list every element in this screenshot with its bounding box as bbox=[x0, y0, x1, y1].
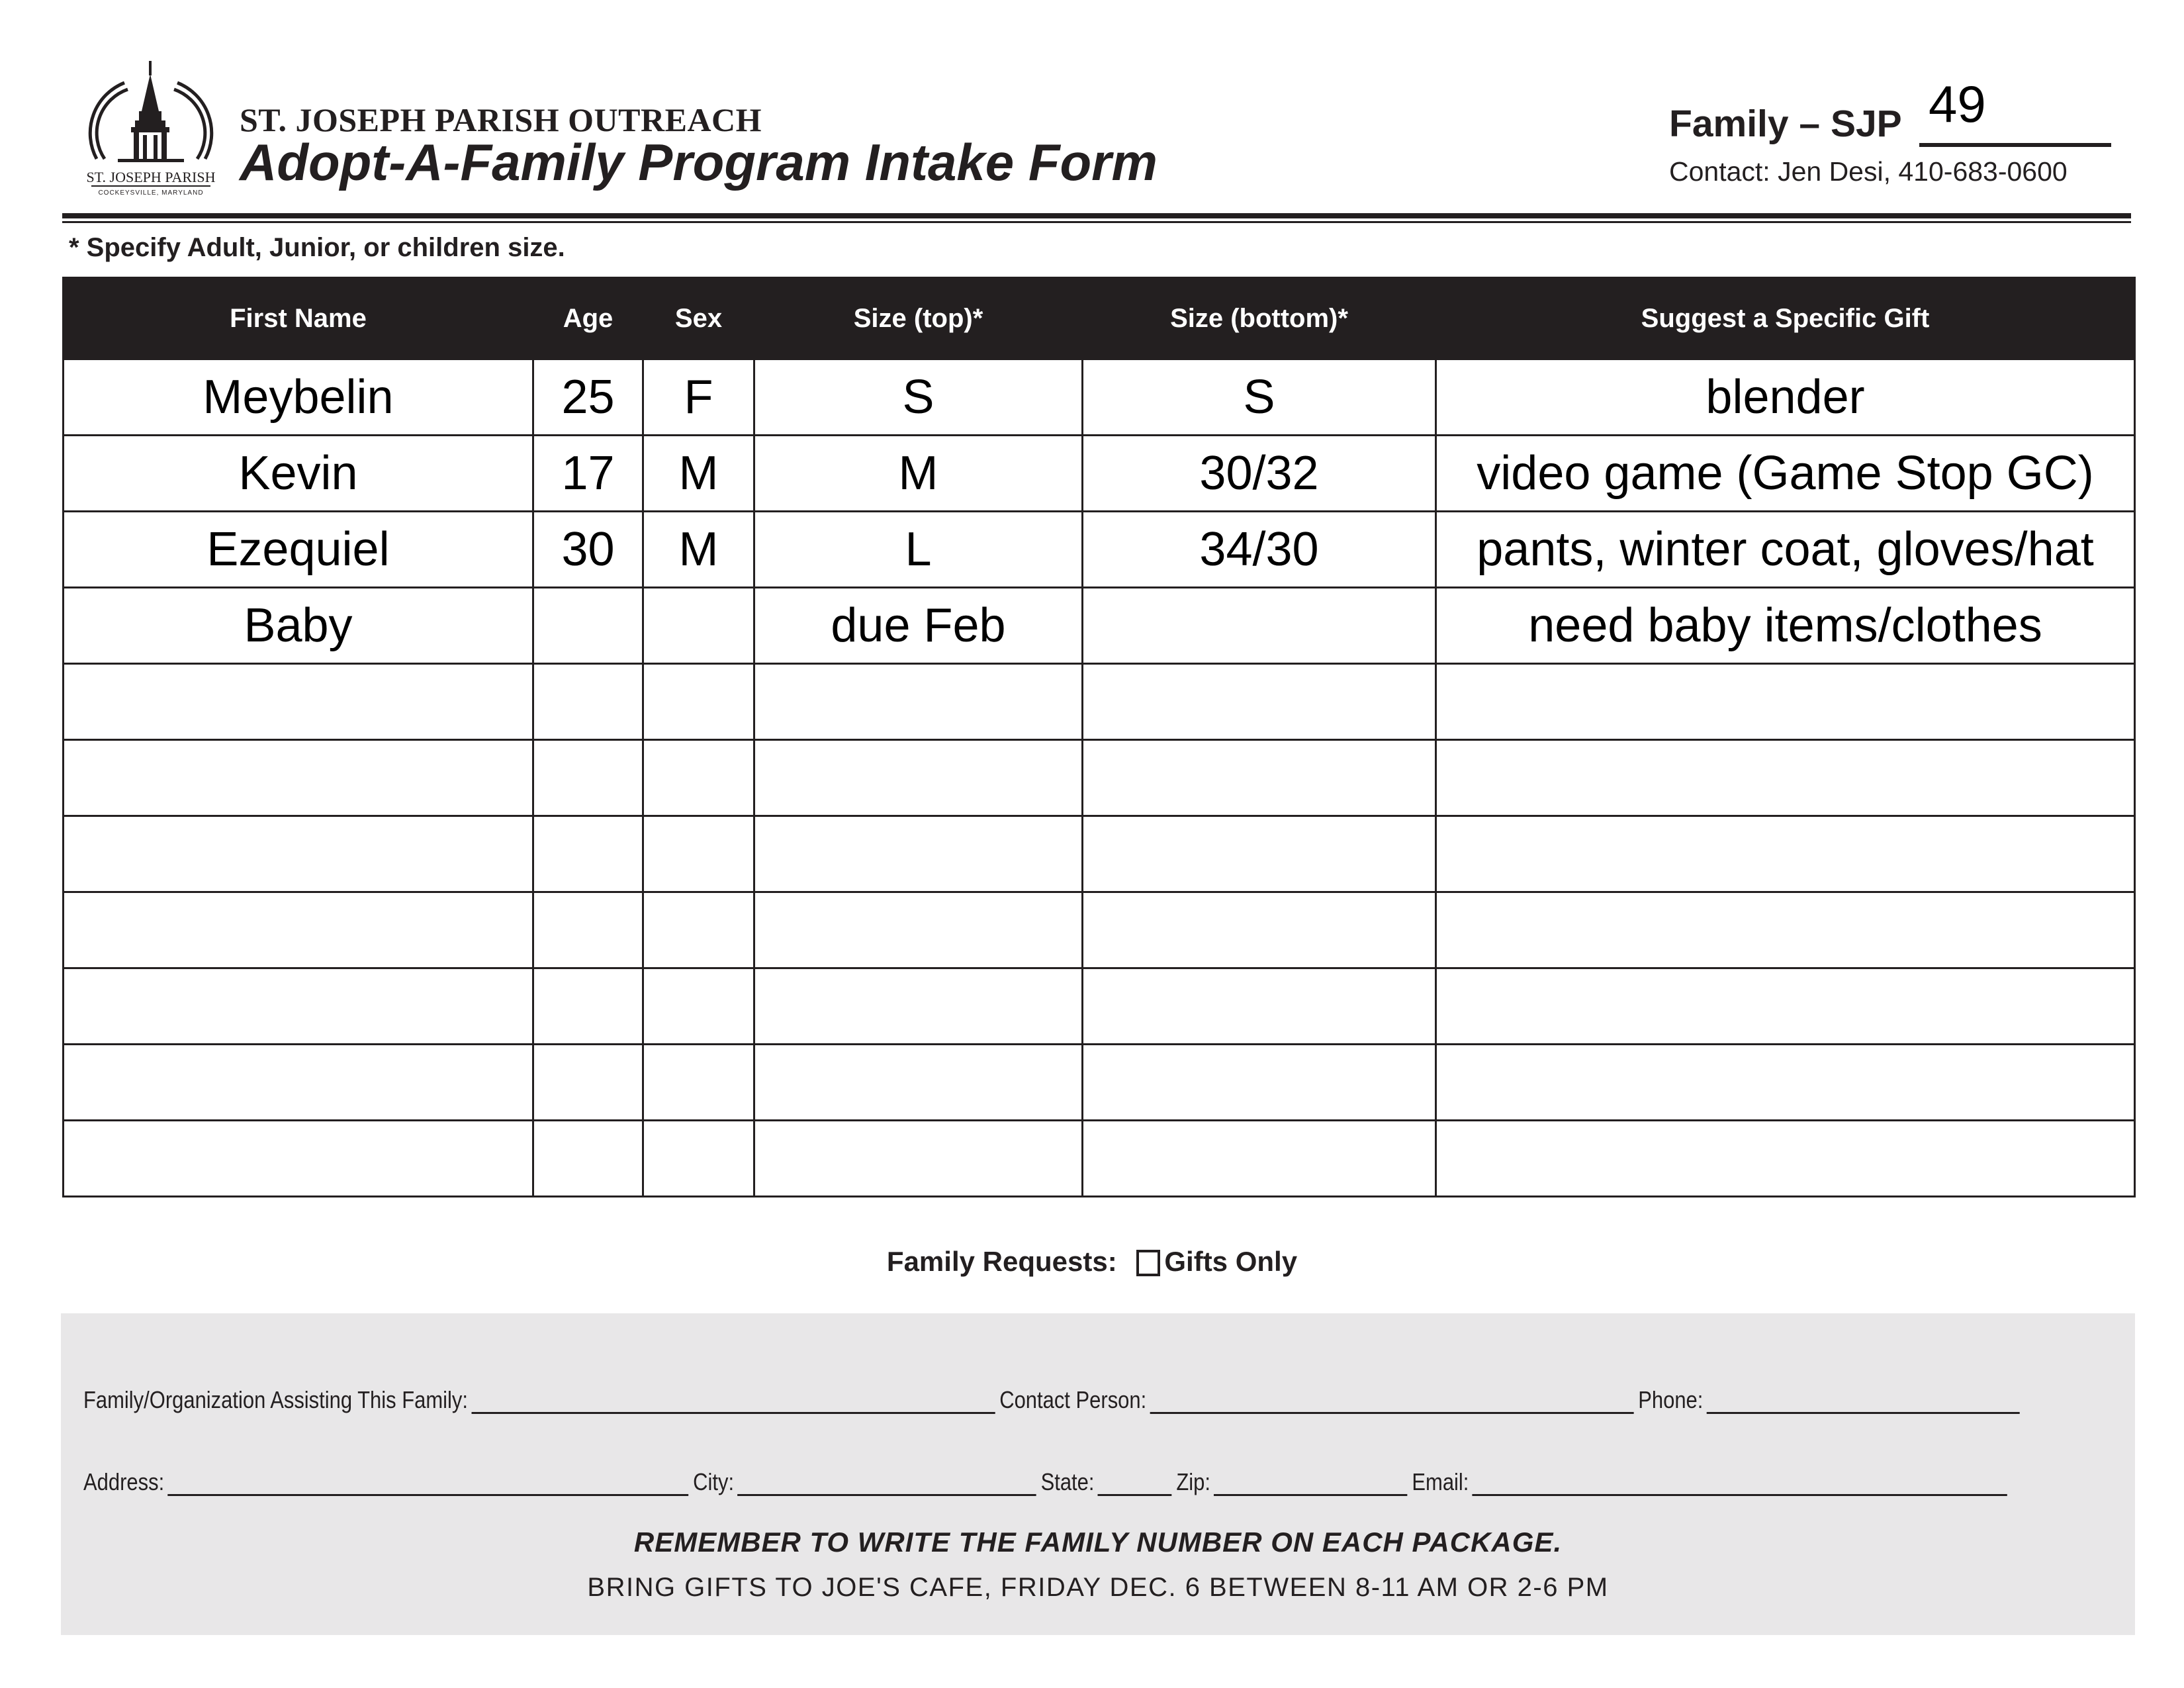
age-cell[interactable] bbox=[533, 1121, 643, 1197]
size-bottom-cell[interactable] bbox=[1083, 968, 1436, 1045]
sex-cell[interactable] bbox=[643, 1121, 754, 1197]
gifts-only-checkbox[interactable] bbox=[1136, 1250, 1160, 1276]
first-name-cell[interactable] bbox=[64, 1045, 533, 1121]
contact-info: Contact: Jen Desi, 410-683-0600 bbox=[1669, 156, 2068, 187]
first-name-cell[interactable]: Baby bbox=[64, 588, 533, 664]
size-bottom-cell[interactable]: S bbox=[1083, 359, 1436, 436]
gift-cell[interactable] bbox=[1436, 892, 2135, 968]
table-header-row bbox=[64, 278, 2135, 359]
form-title: Adopt-A-Family Program Intake Form bbox=[240, 133, 1158, 191]
size-top-cell[interactable]: L bbox=[754, 512, 1083, 588]
phone-label: Phone: bbox=[1638, 1386, 1704, 1413]
age-cell[interactable] bbox=[533, 664, 643, 740]
family-requests bbox=[0, 1246, 2184, 1278]
sex-cell[interactable] bbox=[643, 816, 754, 892]
table-row bbox=[64, 968, 2135, 1045]
size-top-cell[interactable]: due Feb bbox=[754, 588, 1083, 664]
sex-cell[interactable] bbox=[643, 892, 754, 968]
table-row bbox=[64, 436, 2135, 512]
header-size-top: Size (top)* bbox=[754, 278, 1083, 359]
first-name-cell[interactable]: Ezequiel bbox=[64, 512, 533, 588]
family-number-line bbox=[1919, 143, 2111, 147]
age-cell[interactable] bbox=[533, 1045, 643, 1121]
city-label: City: bbox=[693, 1468, 735, 1495]
table-row bbox=[64, 892, 2135, 968]
sex-cell[interactable]: F bbox=[643, 359, 754, 436]
gift-cell[interactable] bbox=[1436, 968, 2135, 1045]
gift-cell[interactable] bbox=[1436, 1045, 2135, 1121]
assisting-field[interactable] bbox=[471, 1388, 995, 1414]
state-label: State: bbox=[1040, 1468, 1095, 1495]
size-bottom-cell[interactable]: 30/32 bbox=[1083, 436, 1436, 512]
sex-cell[interactable] bbox=[643, 664, 754, 740]
size-bottom-cell[interactable]: 34/30 bbox=[1083, 512, 1436, 588]
header-first-name: First Name bbox=[64, 278, 533, 359]
table-row bbox=[64, 664, 2135, 740]
family-number-field bbox=[1669, 75, 2113, 152]
age-cell[interactable] bbox=[533, 588, 643, 664]
first-name-cell[interactable] bbox=[64, 816, 533, 892]
table-row bbox=[64, 1045, 2135, 1121]
gift-cell[interactable] bbox=[1436, 816, 2135, 892]
size-bottom-cell[interactable] bbox=[1083, 1121, 1436, 1197]
table-row bbox=[64, 740, 2135, 816]
size-note: * Specify Adult, Junior, or children size. bbox=[69, 233, 565, 262]
age-cell[interactable]: 30 bbox=[533, 512, 643, 588]
parish-logo bbox=[78, 60, 224, 199]
header-sex: Sex bbox=[643, 278, 754, 359]
address-row bbox=[83, 1468, 2012, 1496]
gift-cell[interactable] bbox=[1436, 664, 2135, 740]
table-row bbox=[64, 1121, 2135, 1197]
size-top-cell[interactable]: M bbox=[754, 436, 1083, 512]
phone-field[interactable] bbox=[1707, 1388, 2020, 1414]
age-cell[interactable] bbox=[533, 968, 643, 1045]
logo-subtext: COCKEYSVILLE, MARYLAND bbox=[98, 189, 204, 197]
table-row bbox=[64, 512, 2135, 588]
size-bottom-cell[interactable] bbox=[1083, 1045, 1436, 1121]
drop-off-notice: BRING GIFTS TO JOE'S CAFE, FRIDAY DEC. 6 BETWEEN 8-11 AM OR 2-6 PM bbox=[587, 1573, 1609, 1602]
size-bottom-cell[interactable] bbox=[1083, 664, 1436, 740]
address-field[interactable] bbox=[167, 1470, 688, 1496]
zip-field[interactable] bbox=[1214, 1470, 1407, 1496]
sex-cell[interactable]: M bbox=[643, 512, 754, 588]
table-row bbox=[64, 359, 2135, 436]
email-field[interactable] bbox=[1473, 1470, 2007, 1496]
size-top-cell[interactable] bbox=[754, 740, 1083, 816]
first-name-cell[interactable] bbox=[64, 1121, 533, 1197]
contact-person-label: Contact Person: bbox=[999, 1386, 1147, 1413]
sex-cell[interactable] bbox=[643, 740, 754, 816]
age-cell[interactable] bbox=[533, 740, 643, 816]
header-rule-thin bbox=[62, 221, 2131, 223]
contact-person-field[interactable] bbox=[1150, 1388, 1633, 1414]
header-size-bottom: Size (bottom)* bbox=[1083, 278, 1436, 359]
size-top-cell[interactable] bbox=[754, 1045, 1083, 1121]
size-bottom-cell[interactable] bbox=[1083, 816, 1436, 892]
family-label: Family – SJP bbox=[1669, 103, 1902, 145]
header-rule-thick bbox=[62, 213, 2131, 218]
family-number-value: 49 bbox=[1929, 75, 1986, 133]
first-name-cell[interactable] bbox=[64, 892, 533, 968]
gifts-only-label: Gifts Only bbox=[1164, 1246, 1298, 1277]
first-name-cell[interactable]: Meybelin bbox=[64, 359, 533, 436]
gift-cell[interactable]: pants, winter coat, gloves/hat bbox=[1436, 512, 2135, 588]
assisting-label: Family/Organization Assisting This Family: bbox=[83, 1386, 468, 1413]
sex-cell[interactable] bbox=[643, 588, 754, 664]
age-cell[interactable] bbox=[533, 892, 643, 968]
requests-label: Family Requests: bbox=[886, 1246, 1117, 1277]
size-bottom-cell[interactable] bbox=[1083, 892, 1436, 968]
city-field[interactable] bbox=[737, 1470, 1036, 1496]
assisting-row bbox=[83, 1386, 2024, 1414]
age-cell[interactable] bbox=[533, 816, 643, 892]
sex-cell[interactable]: M bbox=[643, 436, 754, 512]
header-age: Age bbox=[533, 278, 643, 359]
gift-cell[interactable] bbox=[1436, 1121, 2135, 1197]
size-top-cell[interactable] bbox=[754, 1121, 1083, 1197]
gift-cell[interactable] bbox=[1436, 740, 2135, 816]
size-top-cell[interactable] bbox=[754, 664, 1083, 740]
logo-text: ST. JOSEPH PARISH bbox=[86, 169, 216, 185]
assisting-family-panel bbox=[61, 1313, 2135, 1635]
first-name-cell[interactable] bbox=[64, 968, 533, 1045]
gift-cell[interactable]: video game (Game Stop GC) bbox=[1436, 436, 2135, 512]
first-name-cell[interactable] bbox=[64, 664, 533, 740]
email-label: Email: bbox=[1412, 1468, 1469, 1495]
size-top-cell[interactable]: S bbox=[754, 359, 1083, 436]
address-label: Address: bbox=[83, 1468, 165, 1495]
size-top-cell[interactable] bbox=[754, 892, 1083, 968]
first-name-cell[interactable] bbox=[64, 740, 533, 816]
size-bottom-cell[interactable] bbox=[1083, 588, 1436, 664]
gift-cell[interactable]: blender bbox=[1436, 359, 2135, 436]
sex-cell[interactable] bbox=[643, 1045, 754, 1121]
size-top-cell[interactable] bbox=[754, 968, 1083, 1045]
table-row bbox=[64, 588, 2135, 664]
state-field[interactable] bbox=[1098, 1470, 1172, 1496]
table-row bbox=[64, 816, 2135, 892]
size-bottom-cell[interactable] bbox=[1083, 740, 1436, 816]
sex-cell[interactable] bbox=[643, 968, 754, 1045]
remember-notice: REMEMBER TO WRITE THE FAMILY NUMBER ON EACH PACKAGE. bbox=[633, 1526, 1563, 1558]
header-gift: Suggest a Specific Gift bbox=[1436, 278, 2135, 359]
size-top-cell[interactable] bbox=[754, 816, 1083, 892]
age-cell[interactable]: 17 bbox=[533, 436, 643, 512]
first-name-cell[interactable]: Kevin bbox=[64, 436, 533, 512]
family-members-table bbox=[62, 277, 2134, 1197]
gift-cell[interactable]: need baby items/clothes bbox=[1436, 588, 2135, 664]
zip-label: Zip: bbox=[1176, 1468, 1210, 1495]
age-cell[interactable]: 25 bbox=[533, 359, 643, 436]
organization-name: ST. JOSEPH PARISH OUTREACH bbox=[240, 101, 762, 138]
